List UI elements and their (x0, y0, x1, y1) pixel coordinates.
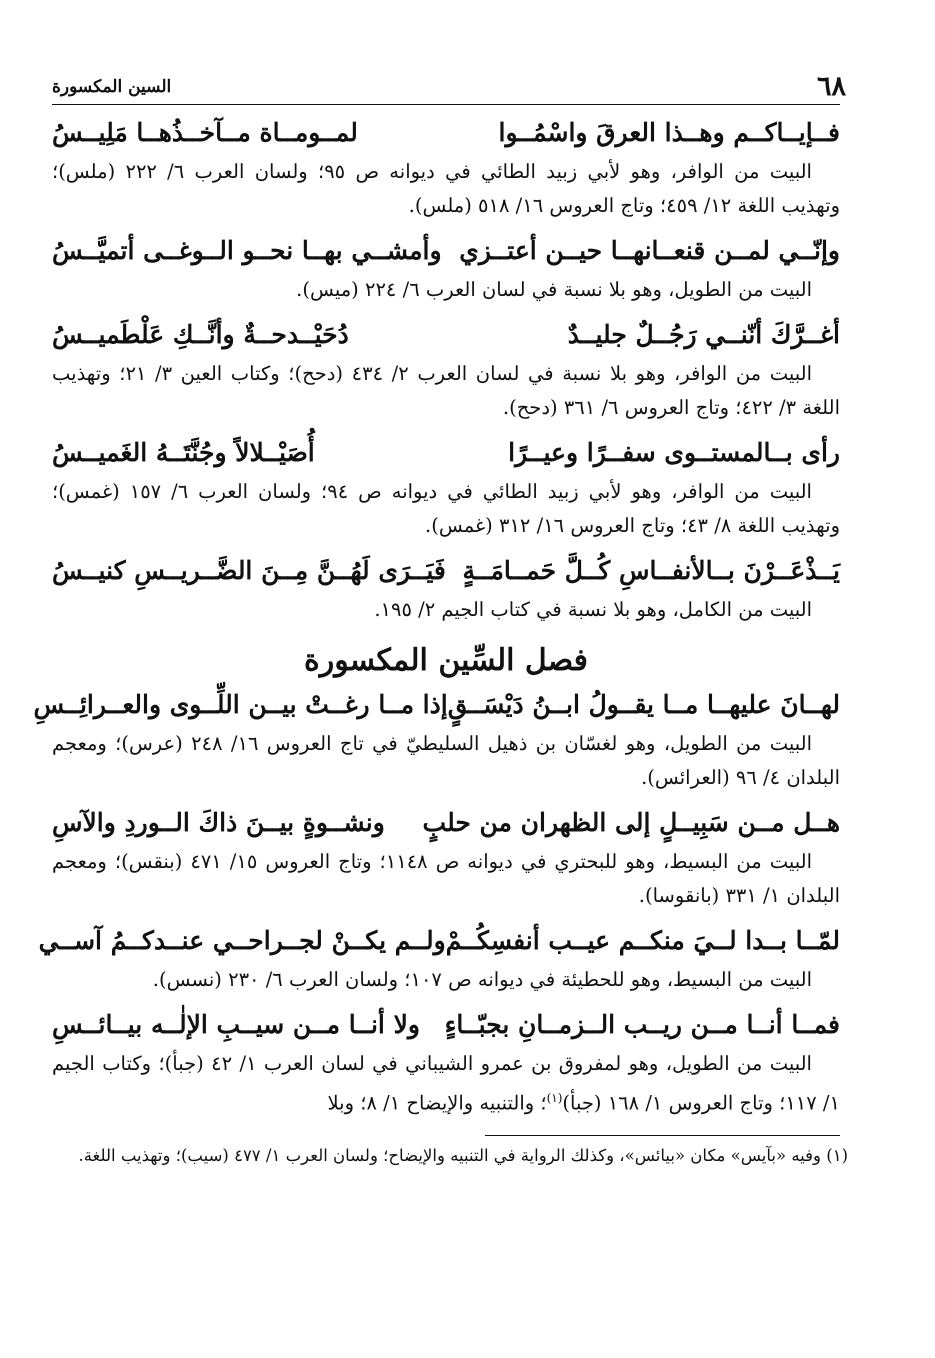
verse-line (52, 551, 840, 591)
footnote: (١) وفيه «بآيس» مكان «بيائس»، وكذلك الرواية في التنبيه والإيضاح؛ ولسان العرب ١/ ٤٧٧ (سيب)؛ وتهذيب اللغة. (78, 1145, 848, 1165)
second-hemistich: وأمشــي بهــا نحــو الــوغــى أتميَّــسُ (52, 236, 442, 265)
second-hemistich: ولا أنــا مــن سيــبِ الإلٰــه بيــائــسِ (52, 1010, 420, 1039)
second-hemistich: إذا مــا رغــتْ بيــن اللِّــوى والعــرائِــسِ (33, 690, 448, 719)
verse-note: البيت من البسيط، وهو للبحتري في ديوانه ص ١١٤٨؛ وتاج العروس ١٥/ ٤٧١ (بنقس)؛ ومعجم البلدان ١/ ٣٣١ (بانقوسا). (52, 850, 840, 907)
section-title: فصل السِّين المكسورة (304, 643, 588, 678)
verse-line (52, 113, 840, 153)
verse-line (52, 231, 840, 271)
first-hemistich: رأى بــالمستــوى سفــرًا وعيــرًا (508, 438, 840, 467)
verse-line (52, 803, 840, 843)
verse-note: البيت من الوافر، وهو لأبي زبيد الطائي في ديوانه ص ٩٤؛ ولسان العرب ٦/ ١٥٧ (غمس)؛ وتهذيب اللغة ٨/ ٤٣؛ وتاج العروس ١٦/ ٣١٢ (غمس). (52, 480, 840, 537)
first-hemistich: يَــذْعَــرْنَ بــالأنفــاسِ كُــلَّ حَمــامَــةٍ (462, 556, 840, 585)
verse-line (52, 433, 840, 473)
running-title: السين المكسورة (52, 77, 172, 97)
second-hemistich: لمــومــاة مــآخــذُهــا مَلِيــسُ (52, 118, 358, 147)
verse-note: البيت من الوافر، وهو بلا نسبة في لسان العرب ٢/ ٤٣٤ (دحح)؛ وكتاب العين ٣/ ٢١؛ وتهذيب اللغة ٣/ ٤٢٢؛ وتاج العروس ٦/ ٣٦١ (دحح). (52, 362, 840, 419)
first-hemistich: أغــرَّكَ أنّنــي رَجُــلٌ جليــدٌ (567, 320, 840, 349)
verse-note (52, 1047, 840, 1121)
first-hemistich: فــإيــاكــم وهــذا العرقَ واسْمُــوا (498, 118, 840, 147)
verse-note: البيت من الطويل، وهو لغسّان بن ذهيل السليطيّ في تاج العروس ١٦/ ٢٤٨ (عرس)؛ ومعجم البلدان ٤/ ٩٦ (العرائس). (52, 732, 840, 789)
first-hemistich: هــل مــن سَبِيــلٍ إلى الظهران من حلبٍ (422, 808, 840, 837)
second-hemistich: ولــم يكــنْ لجــراحــي عنــدكــمُ آســي (38, 926, 446, 955)
first-hemistich: فمــا أنــا مــن ريــب الــزمــانِ بجبّــاءٍ (444, 1010, 840, 1039)
verse-line (38, 921, 840, 961)
second-hemistich: أُصَيْــلالاً وجُنَّتَــهُ الغَميــسُ (52, 438, 315, 467)
page-header (52, 70, 846, 105)
note-text: ؛ والتنبيه والإيضاح ١/ ٨؛ وبلا (327, 1091, 547, 1115)
verse-line (52, 315, 840, 355)
verse-note: البيت من البسيط، وهو للحطيئة في ديوانه ص ١٠٧؛ ولسان العرب ٦/ ٢٣٠ (نسس). (152, 968, 812, 991)
second-hemistich: دُحَيْــدحــةٌ وأنَّــكِ عَلْطَميــسُ (52, 320, 349, 349)
first-hemistich: وإنّــي لمــن قنعــانهــا حيــن أعتــزي (459, 236, 840, 265)
footnote-divider (485, 1135, 840, 1136)
verse-line (33, 685, 840, 725)
page-number: ٦٨ (816, 71, 846, 102)
first-hemistich: لهــانَ عليهــا مــا يقــولُ ابــنُ دَيْسَــقٍ (447, 690, 840, 719)
verse-note: البيت من الوافر، وهو لأبي زبيد الطائي في ديوانه ص ٩٥؛ ولسان العرب ٦/ ٢٢٢ (ملس)؛ وتهذيب اللغة ١٢/ ٤٥٩؛ وتاج العروس ١٦/ ٥١٨ (ملس). (52, 160, 840, 217)
second-hemistich: فَيَــرَى لَهُــنَّ مِــنَ الضَّــريــسِ كنيــسُ (52, 556, 446, 585)
verse-line (52, 1005, 840, 1045)
verse-note: البيت من الطويل، وهو بلا نسبة في لسان العرب ٦/ ٢٢٤ (ميس). (296, 278, 812, 301)
verse-note: البيت من الكامل، وهو بلا نسبة في كتاب الجيم ٢/ ١٩٥. (374, 598, 812, 621)
note-text: البيت من الطويل، وهو لمفروق بن عمرو الشيباني في لسان العرب ١/ ٤٢ (جبأ)؛ وكتاب الجيم ١/ ١١٧؛ وتاج العروس ١/ ١٦٨ (جبأ) (52, 1052, 840, 1115)
first-hemistich: لمّــا بــدا لــيَ منكــم عيــب أنفسِكُــمْ (445, 926, 840, 955)
second-hemistich: ونشــوةٍ بيــنَ ذاكَ الــوردِ والآسِ (52, 808, 385, 837)
footnote-reference: (١) (546, 1091, 563, 1105)
book-page (33, 70, 848, 1358)
